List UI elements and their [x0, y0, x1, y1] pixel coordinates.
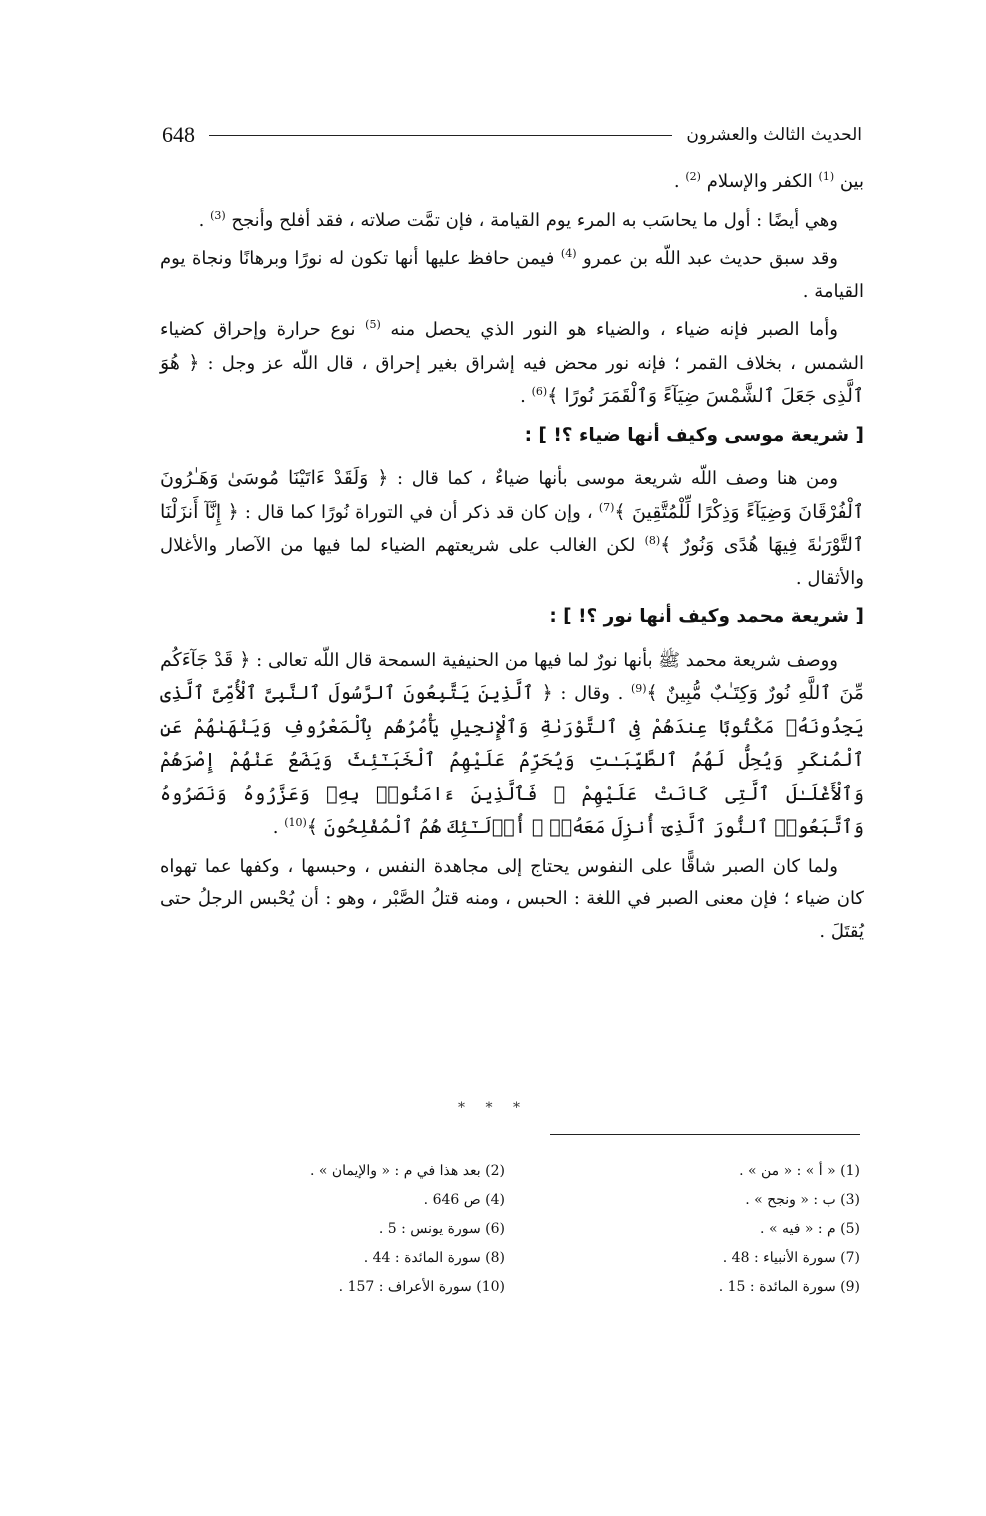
paragraph-7: ولما كان الصبر شاقًّا على النفوس يحتاج إلى مجاهدة النفس ، وحبسها ، وكفها عما تهواه كان ضياء ؛ فإن معنى الصبر في اللغة : الحبس ، ومنه قتلُ الصَّبْر ، وهو : أن يُحْبس الرجلُ حتى يُقتَلَ . — [160, 855, 864, 942]
paragraph-4 — [160, 314, 864, 414]
text-segment: نوع حرارة وإحراق كضياء الشمس ، بخلاف القمر ؛ فإنه نور محض فيه إشراق بغير إحراق ، قال اللّه عز وجل : — [160, 319, 864, 374]
text-segment: . وقال : — [552, 683, 631, 704]
text-segment: . — [272, 817, 285, 838]
quran-verse: ﴿ وَلَقَدْ ءَاتَيْنَا مُوسَىٰ وَهَـٰرُونَ ٱلْفُرْقَانَ وَضِيَآءً وَذِكْرًا لِّلْمُتَّقِينَ ﴾ — [160, 467, 864, 523]
text-segment: ووصف شريعة محمد ﷺ بأنها نورٌ لما فيها من الحنيفية السمحة قال اللّه تعالى : — [250, 649, 838, 671]
footnote-4: (4) ص 646 . — [423, 1192, 505, 1208]
text-segment: . — [198, 209, 211, 231]
footnote-marker-10: (10) — [284, 816, 307, 829]
text-segment: . — [520, 386, 532, 407]
footnote-marker-3: (3) — [210, 208, 226, 222]
footnote-6: (6) سورة يونس : 5 . — [378, 1221, 505, 1237]
quran-verse: ﴿ إِنَّآ أَنزَلْنَا ٱلتَّوْرَىٰةَ فِيهَا هُدًى وَنُورٌ ﴾ — [160, 500, 865, 556]
footnote-marker-7: (7) — [598, 500, 615, 514]
text-segment: . — [673, 171, 686, 192]
footnote-7: (7) سورة الأنبياء : 48 . — [722, 1250, 860, 1266]
running-title: الحديث الثالث والعشرون — [686, 125, 862, 145]
text-segment: وقد سبق حديث عبد اللّه بن عمرو — [576, 248, 839, 269]
footnote-marker-2: (2) — [685, 170, 701, 183]
text-segment: الكفر والإسلام — [700, 171, 819, 192]
footnote-1: (1) « أ » : « من » . — [739, 1163, 860, 1179]
footnote-marker-4: (4) — [560, 247, 577, 260]
footnote-2: (2) بعد هذا في م : « والإيمان » . — [309, 1163, 505, 1179]
footnotes — [190, 1160, 860, 1299]
text-segment: ومن هنا وصف اللّه شريعة موسى بأنها ضياءٌ ، كما قال : — [388, 468, 838, 489]
footnote-marker-6: (6) — [531, 385, 548, 398]
text-segment: وأما الصبر فإنه ضياء ، والضياء هو النور الذي يحصل منه — [380, 319, 838, 340]
section-heading-moses: [ شريعة موسى وكيف أنها ضياء ؟! ] : — [524, 424, 864, 446]
page-header — [162, 118, 862, 152]
footnote-marker-1: (1) — [818, 170, 835, 183]
paragraph-1 — [160, 166, 864, 199]
footnote-9: (9) سورة المائدة : 15 . — [718, 1279, 860, 1295]
footnote-10: (10) سورة الأعراف : 157 . — [338, 1279, 505, 1295]
quran-verse: ﴿ هُوَ ٱلَّذِى جَعَلَ ٱلشَّمْسَ ضِيَآءً وَٱلْقَمَرَ نُورًا ﴾ — [160, 351, 864, 407]
header-rule — [209, 135, 672, 136]
text-segment: بين — [834, 171, 864, 192]
text-segment: وهي أيضًا : أول ما يحاسَب به المرء يوم القيامة ، فإن تمَّت صلاته ، فقد أفلح وأنجح — [225, 209, 838, 231]
paragraph-6 — [160, 644, 864, 845]
footnote-3: (3) ب : « ونجح » . — [745, 1192, 860, 1208]
paragraph-2 — [160, 205, 864, 238]
footnote-marker-8: (8) — [644, 534, 661, 547]
quran-verse: ﴿ قَدْ جَآءَكُم مِّنَ ٱللَّهِ نُورٌ وَكِتَـٰبٌ مُّبِينٌ ﴾ — [160, 648, 864, 704]
page-number: 648 — [162, 122, 195, 147]
footnote-marker-9: (9) — [630, 682, 647, 695]
main-text — [160, 166, 864, 954]
text-segment: ، وإن كان قد ذكر أن في التوراة نُورًا كما قال : — [238, 501, 599, 523]
section-separator: * * * — [458, 1100, 528, 1116]
section-heading-muhammad: [ شريعة محمد وكيف أنها نور ؟! ] : — [549, 606, 864, 627]
text-segment: فيمن حافظ عليها أنها تكون له نورًا وبرهانًا ونجاة يوم القيامة . — [160, 248, 864, 302]
text-segment: لكن الغالب على شريعتهم الضياء لما فيها من الآصار والأغلال والأثقال . — [160, 535, 864, 589]
footnote-marker-5: (5) — [365, 318, 381, 331]
footnote-rule — [550, 1134, 860, 1135]
footnote-5: (5) م : « فيه » . — [760, 1221, 860, 1237]
footnote-8: (8) سورة المائدة : 44 . — [363, 1250, 505, 1266]
paragraph-3 — [160, 243, 864, 308]
paragraph-5 — [160, 462, 864, 595]
quran-verse: ﴿ ٱلَّذِينَ يَتَّبِعُونَ ٱلرَّسُولَ ٱلنَّبِىَّ ٱلْأُمِّىَّ ٱلَّذِى يَجِدُونَهُۥ مَكْتُوبًا عِندَهُمْ فِى ٱلتَّوْرَىٰةِ وَٱلْإِنجِيلِ يَأْمُرُهُم بِٱلْمَعْرُوفِ وَيَنْهَىٰهُمْ عَنِ ٱلْمُنكَرِ وَيُحِلُّ لَهُمُ ٱلطَّيِّبَـٰتِ وَيُحَرِّمُ عَلَيْهِمُ ٱلْخَبَـٰٓئِثَ وَيَضَعُ عَنْهُمْ إِصْرَهُمْ وَٱلْأَغْلَـٰلَ ٱلَّتِى كَانَتْ عَلَيْهِمْ ۚ فَٱلَّذِينَ ءَامَنُوا۟ بِهِۦ وَعَزَّرُوهُ وَنَصَرُوهُ وَٱتَّبَعُوا۟ ٱلنُّورَ ٱلَّذِىٓ أُنزِلَ مَعَهُۥٓ ۙ أُو۟لَـٰٓئِكَ هُمُ ٱلْمُفْلِحُونَ ﴾ — [160, 682, 864, 838]
